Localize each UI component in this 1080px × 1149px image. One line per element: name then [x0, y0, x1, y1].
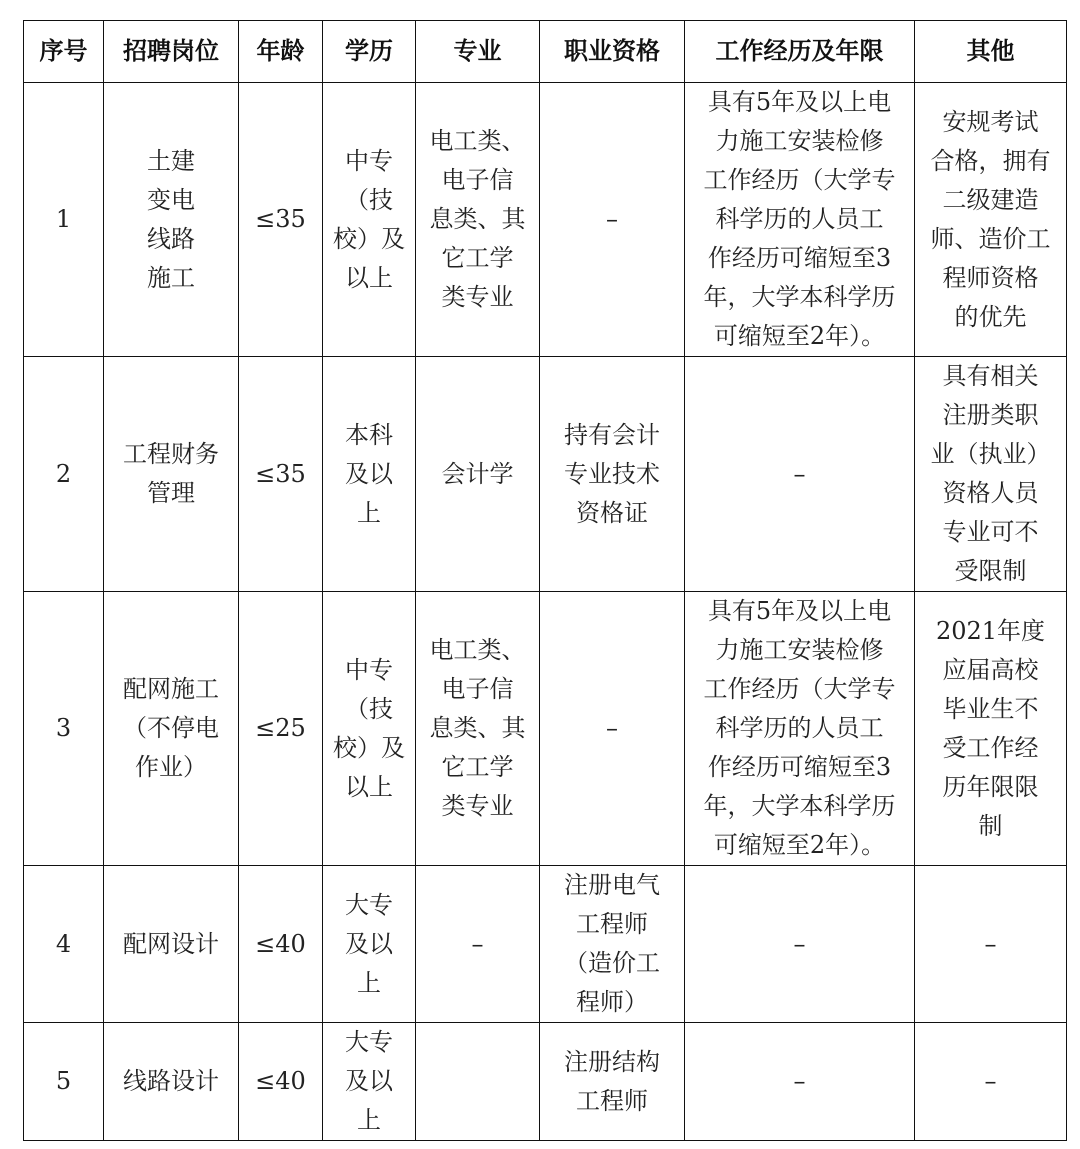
- cell-qualification: –: [540, 592, 685, 866]
- cell-major: 电工类、 电子信 息类、其 它工学 类专业: [416, 83, 540, 357]
- cell-other: –: [915, 1023, 1067, 1141]
- table-row: [24, 592, 1067, 866]
- cell-post: 线路设计: [104, 1023, 239, 1141]
- cell-age: ≤40: [239, 866, 323, 1023]
- cell-experience: 具有5年及以上电 力施工安装检修 工作经历（大学专 科学历的人员工 作经历可缩短至3 年，大学本科学历 可缩短至2年）。: [685, 592, 915, 866]
- cell-seq: 1: [24, 83, 104, 357]
- cell-experience: –: [685, 1023, 915, 1141]
- cell-education: 大专 及以 上: [323, 1023, 416, 1141]
- cell-seq: 3: [24, 592, 104, 866]
- cell-experience: 具有5年及以上电 力施工安装检修 工作经历（大学专 科学历的人员工 作经历可缩短至3 年，大学本科学历 可缩短至2年）。: [685, 83, 915, 357]
- header-experience: 工作经历及年限: [685, 21, 915, 83]
- header-qualification: 职业资格: [540, 21, 685, 83]
- header-age: 年龄: [239, 21, 323, 83]
- cell-major: 电工类、 电子信 息类、其 它工学 类专业: [416, 592, 540, 866]
- cell-qualification: 注册电气 工程师 （造价工 程师）: [540, 866, 685, 1023]
- cell-major: 会计学: [416, 357, 540, 592]
- cell-qualification: –: [540, 83, 685, 357]
- table-row: [24, 1023, 1067, 1141]
- cell-age: ≤25: [239, 592, 323, 866]
- cell-education: 大专 及以 上: [323, 866, 416, 1023]
- cell-education: 中专 （技 校）及 以上: [323, 83, 416, 357]
- table-header-row: [24, 21, 1067, 83]
- cell-seq: 4: [24, 866, 104, 1023]
- cell-major: –: [416, 866, 540, 1023]
- cell-post: 工程财务 管理: [104, 357, 239, 592]
- header-seq: 序号: [24, 21, 104, 83]
- cell-seq: 5: [24, 1023, 104, 1141]
- cell-qualification: 持有会计 专业技术 资格证: [540, 357, 685, 592]
- cell-major: [416, 1023, 540, 1141]
- cell-post: 配网设计: [104, 866, 239, 1023]
- table-row: [24, 357, 1067, 592]
- cell-post: 配网施工 （不停电 作业）: [104, 592, 239, 866]
- cell-other: 安规考试 合格，拥有 二级建造 师、造价工 程师资格 的优先: [915, 83, 1067, 357]
- cell-other: 具有相关 注册类职 业（执业） 资格人员 专业可不 受限制: [915, 357, 1067, 592]
- cell-qualification: 注册结构 工程师: [540, 1023, 685, 1141]
- cell-education: 中专 （技 校）及 以上: [323, 592, 416, 866]
- cell-age: ≤40: [239, 1023, 323, 1141]
- table-row: [24, 83, 1067, 357]
- header-post: 招聘岗位: [104, 21, 239, 83]
- cell-age: ≤35: [239, 83, 323, 357]
- cell-seq: 2: [24, 357, 104, 592]
- cell-age: ≤35: [239, 357, 323, 592]
- cell-education: 本科 及以 上: [323, 357, 416, 592]
- header-major: 专业: [416, 21, 540, 83]
- cell-other: –: [915, 866, 1067, 1023]
- cell-other: 2021年度 应届高校 毕业生不 受工作经 历年限限 制: [915, 592, 1067, 866]
- cell-experience: –: [685, 357, 915, 592]
- cell-post: 土建 变电 线路 施工: [104, 83, 239, 357]
- cell-experience: –: [685, 866, 915, 1023]
- table-row: [24, 866, 1067, 1023]
- recruitment-table: [23, 20, 1067, 1141]
- header-education: 学历: [323, 21, 416, 83]
- header-other: 其他: [915, 21, 1067, 83]
